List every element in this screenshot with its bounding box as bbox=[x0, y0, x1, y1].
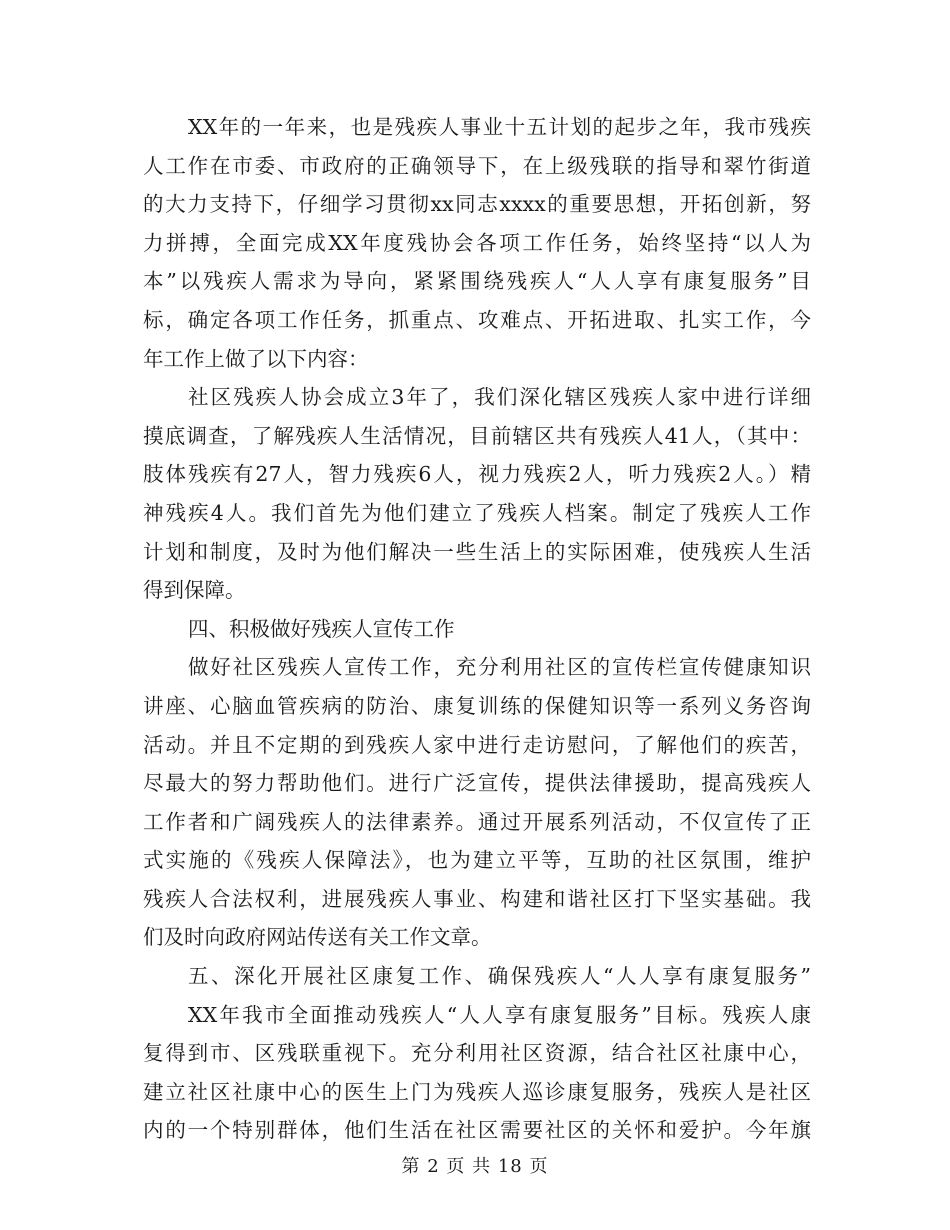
text-line: 计划和制度，及时为他们解决一些生活上的实际困难，使残疾人生活 bbox=[143, 539, 811, 564]
text-line: 尽最大的努力帮助他们。进行广泛宣传，提供法律援助，提高残疾人 bbox=[143, 771, 811, 796]
text-line: 的大力支持下，仔细学习贯彻xx同志xxxx的重要思想，开拓创新，努 bbox=[143, 192, 811, 217]
text-line: 力拼搏，全面完成XX年度残协会各项工作任务，始终坚持“以人为 bbox=[143, 230, 811, 255]
text-line: 摸底调查，了解残疾人生活情况，目前辖区共有残疾人41人，（其中： bbox=[143, 423, 811, 448]
text-line: 工作者和广阔残疾人的法律素养。通过开展系列活动，不仅宣传了正 bbox=[143, 809, 811, 834]
text-line: XX年的一年来，也是残疾人事业十五计划的起步之年，我市残疾 bbox=[188, 115, 811, 139]
text-line: 社区残疾人协会成立3年了，我们深化辖区残疾人家中进行详细 bbox=[188, 385, 811, 410]
text-line: 讲座、心脑血管疾病的防治、康复训练的保健知识等一系列义务咨询 bbox=[143, 693, 811, 718]
text-line: 做好社区残疾人宣传工作，充分利用社区的宣传栏宣传健康知识 bbox=[188, 655, 811, 680]
text-line: 四、积极做好残疾人宣传工作 bbox=[188, 616, 455, 641]
text-line: XX年我市全面推动残疾人“人人享有康复服务”目标。残疾人康 bbox=[188, 1002, 811, 1027]
text-line: 年工作上做了以下内容： bbox=[143, 346, 369, 371]
text-line: 式实施的《残疾人保障法》，也为建立平等，互助的社区氛围，维护 bbox=[143, 848, 811, 873]
document-body bbox=[143, 108, 811, 1150]
text-line: 五、深化开展社区康复工作、确保残疾人“人人享有康复服务” bbox=[188, 964, 811, 989]
page-footer bbox=[0, 1152, 950, 1178]
text-line: 肢体残疾有27人，智力残疾6人，视力残疾2人，听力残疾2人。）精 bbox=[143, 462, 811, 487]
text-line: 人工作在市委、市政府的正确领导下，在上级残联的指导和翠竹街道 bbox=[143, 153, 811, 178]
text-line: 残疾人合法权利，进展残疾人事业、构建和谐社区打下坚实基础。我 bbox=[143, 886, 811, 911]
text-line: 建立社区社康中心的医生上门为残疾人巡诊康复服务，残疾人是社区 bbox=[143, 1079, 811, 1104]
page-number: 第 2 页 共 18 页 bbox=[401, 1156, 549, 1177]
text-line: 得到保障。 bbox=[143, 578, 246, 603]
text-line: 内的一个特别群体，他们生活在社区需要社区的关怀和爱护。今年旗 bbox=[143, 1118, 811, 1143]
text-line: 复得到市、区残联重视下。充分利用社区资源，结合社区社康中心， bbox=[143, 1041, 811, 1066]
text-line: 活动。并且不定期的到残疾人家中进行走访慰问，了解他们的疾苦， bbox=[143, 732, 811, 757]
text-line: 本”以残疾人需求为导向，紧紧围绕残疾人“人人享有康复服务”目 bbox=[143, 269, 811, 294]
text-line: 标，确定各项工作任务，抓重点、攻难点、开拓进取、扎实工作，今 bbox=[143, 307, 811, 332]
text-line: 神残疾4人。我们首先为他们建立了残疾人档案。制定了残疾人工作 bbox=[143, 500, 811, 525]
text-line: 们及时向政府网站传送有关工作文章。 bbox=[143, 925, 492, 950]
